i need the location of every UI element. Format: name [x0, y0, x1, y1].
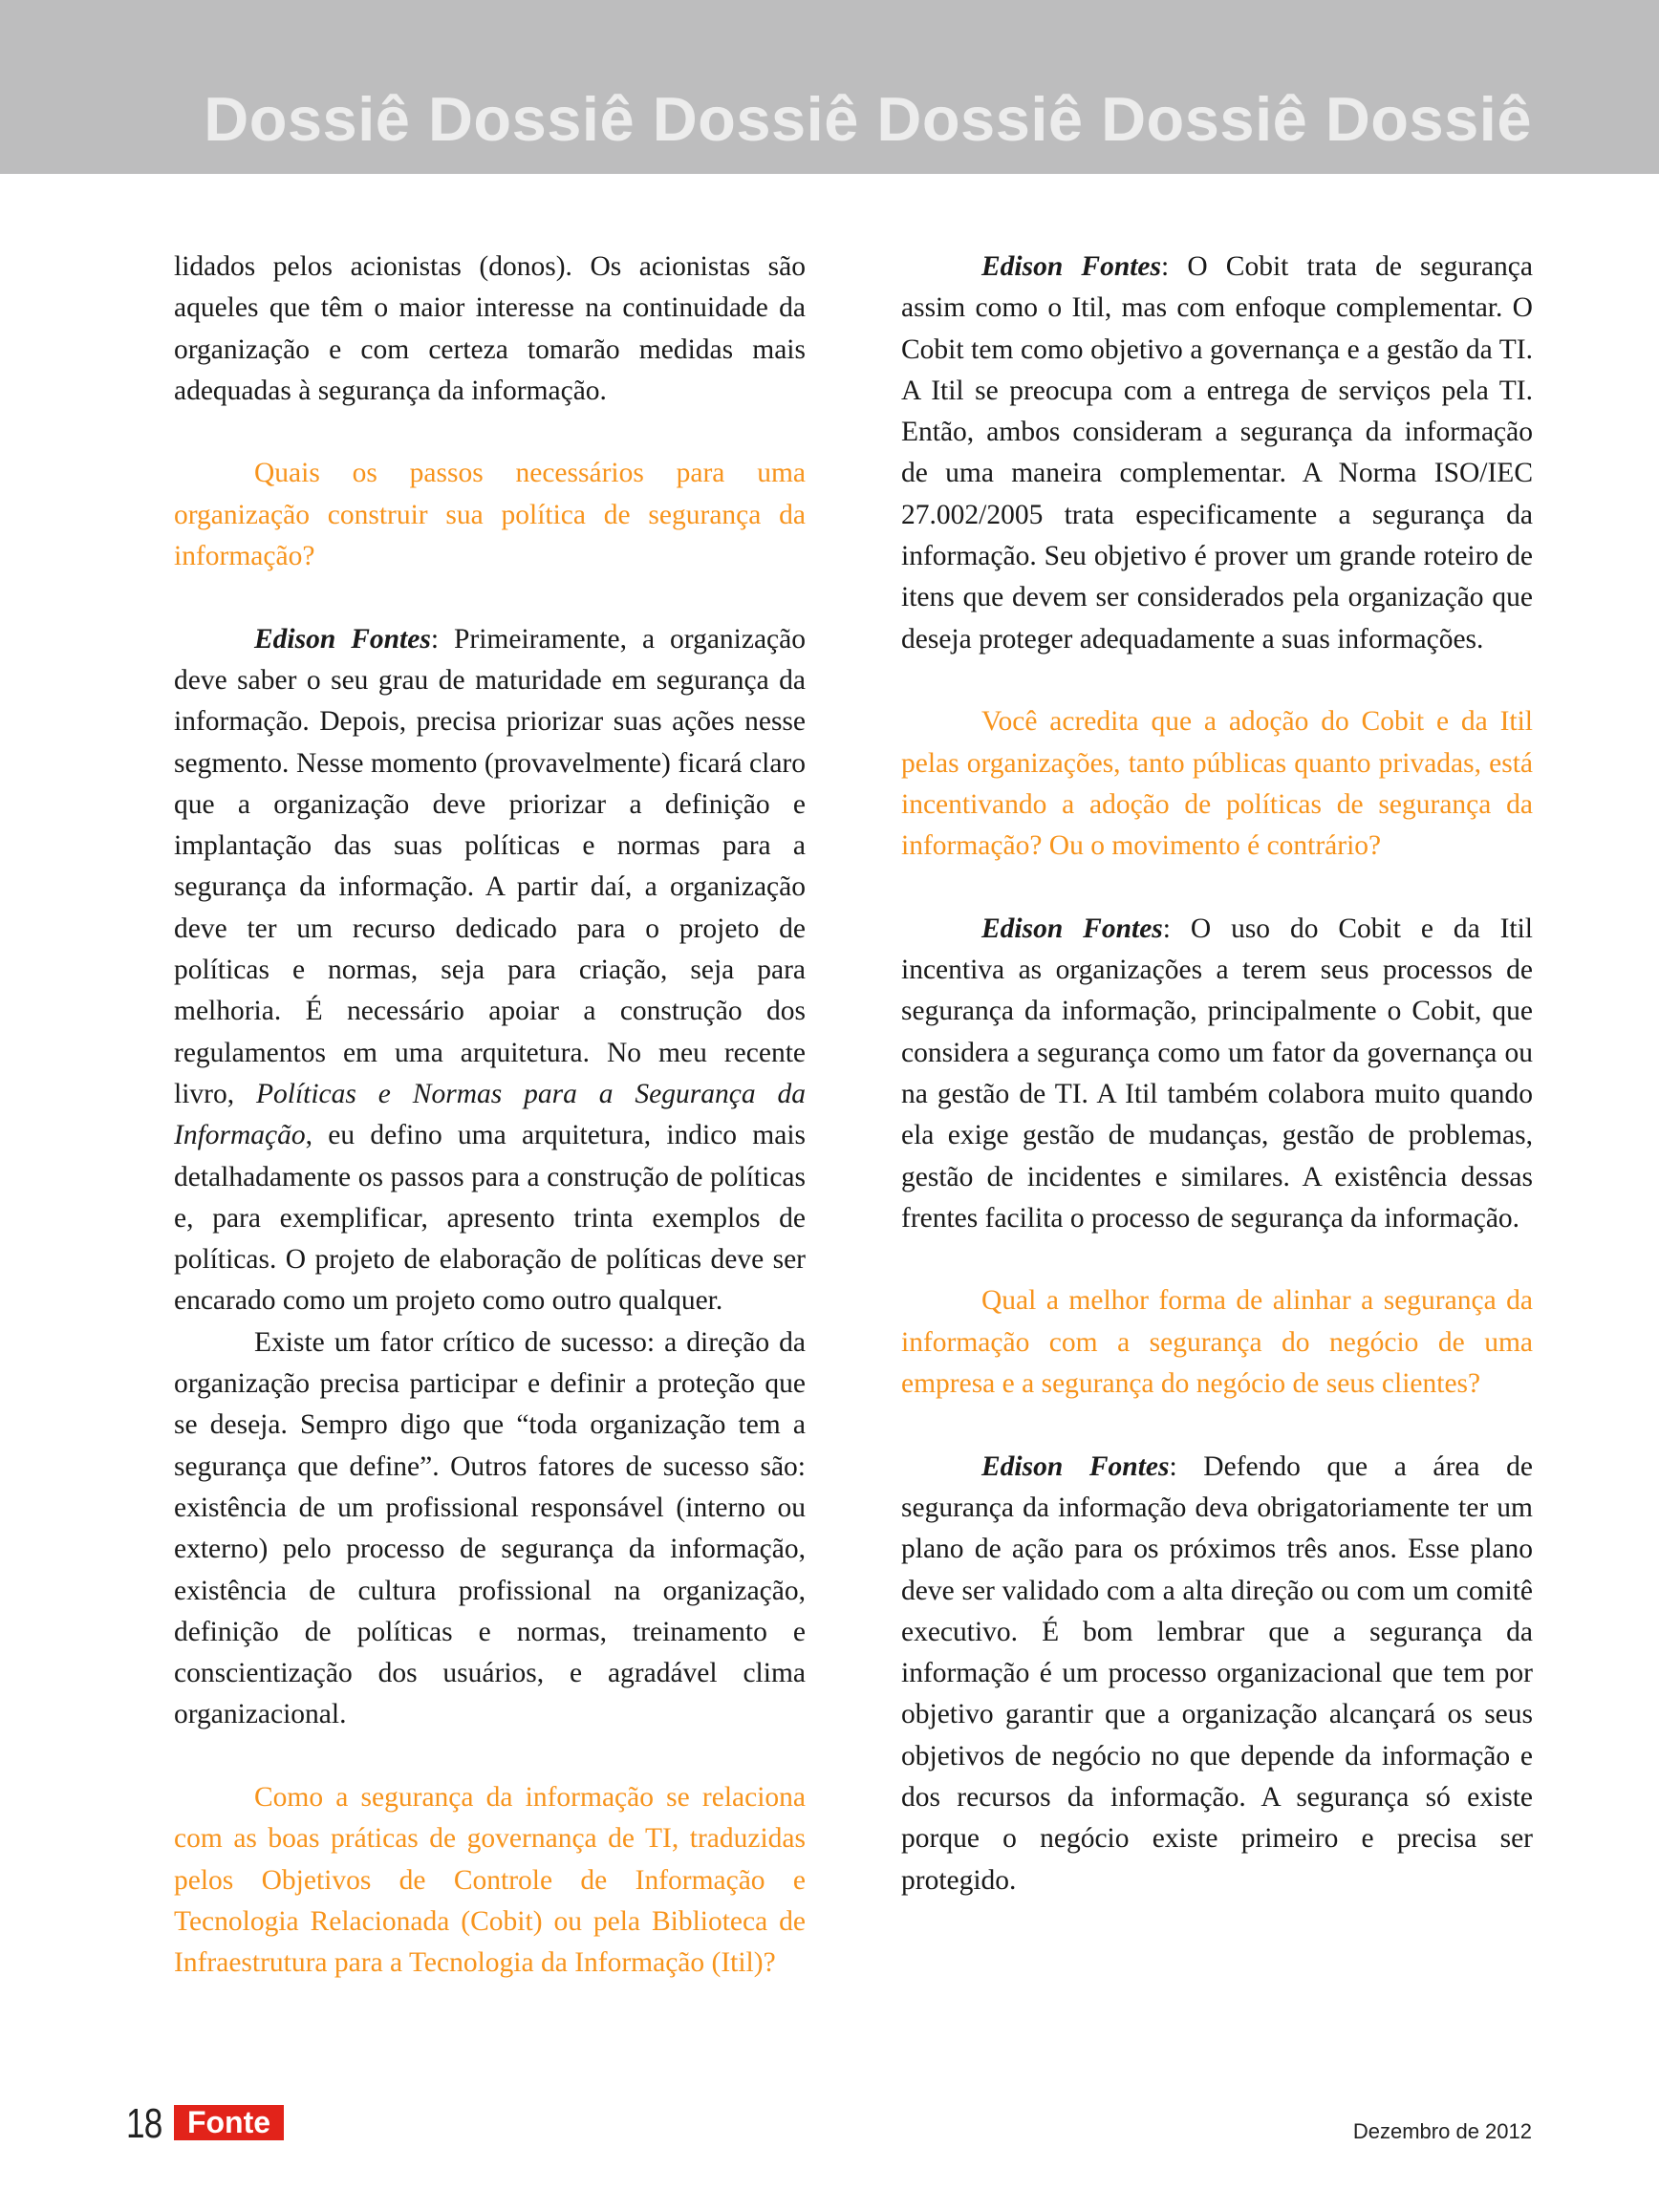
answer-text: , eu defino uma arquitetura, indico mais detalhadamente os passos para a construção de políticas e, para exemplificar, apresento trinta exemplos de políticas. O projeto de elaboração de políticas deve ser encarado como um projeto como outro qualquer.	[174, 1120, 806, 1317]
speaker-name: Edison Fontes	[254, 623, 431, 655]
interview-answer	[174, 619, 806, 1322]
header-banner	[0, 0, 1659, 174]
answer-text: : Defendo que a área de segurança da informação deva obrigatoriamente ter um plano de ação para os próximos três anos. Esse plano deve ser validado com a alta direção ou com um comitê executivo. É bom lembrar que a segurança da informação é um processo organizacional que tem por objetivo garantir que a organização alcançará os seus objetivos de negócio no que depende da informação e dos recursos da informação. A segurança só existe porque o negócio existe primeiro e precisa ser protegido.	[901, 1450, 1533, 1896]
body-paragraph: lidados pelos acionistas (donos). Os acionistas são aqueles que têm o maior interesse na continuidade da organização e com certeza tomarão medidas mais adequadas à segurança da informação.	[174, 251, 806, 406]
interview-question: Qual a melhor forma de alinhar a segurança da informação com a segurança do negócio de uma empresa e a segurança do negócio de seus clientes?	[901, 1285, 1533, 1400]
interview-question: Quais os passos necessários para uma organização construir sua política de segurança da informação?	[174, 458, 806, 572]
section-title: Dossiê Dossiê Dossiê Dossiê Dossiê Dossiê	[204, 84, 1532, 154]
speaker-name: Edison Fontes	[981, 251, 1162, 282]
body-paragraph: Existe um fator crítico de sucesso: a direção da organização precisa participar e definir a proteção que se deseja. Sempro digo que “toda organização tem a segurança que define”. Outros fatores de sucesso são: existência de um profissional responsável (interno ou externo) pelo processo de segurança da informação, existência de cultura profissional na organização, definição de políticas e normas, treinamento e conscientização dos usuários, e agradável clima organizacional.	[174, 1326, 806, 1730]
answer-text: : O uso do Cobit e da Itil incentiva as organizações a terem seus processos de segurança da informação, principalmente o Cobit, que considera a segurança como um fator da governança ou na gestão de TI. A Itil também colabora muito quando ela exige gestão de mudanças, gestão de problemas, gestão de incidentes e similares. A existência dessas frentes facilita o processo de segurança da informação.	[901, 913, 1533, 1234]
answer-text: : O Cobit trata de segurança assim como o Itil, mas com enfoque complementar. O Cobit tem como objetivo a governança e a gestão da TI. A Itil se preocupa com a entrega de serviços pela TI. Então, ambos consideram a segurança da informação de uma maneira complementar. A Norma ISO/IEC 27.002/2005 trata especificamente a segurança da informação. Seu objetivo é prover um grande roteiro de itens que devem ser considerados pela organização que deseja proteger adequadamente a suas informações.	[901, 251, 1533, 655]
interview-question: Como a segurança da informação se relaciona com as boas práticas de governança de TI, traduzidas pelos Objetivos de Controle de Informação e Tecnologia Relacionada (Cobit) ou pela Biblioteca de Infraestrutura para a Tecnologia da Informação (Itil)?	[174, 1781, 806, 1979]
speaker-name: Edison Fontes	[981, 1450, 1170, 1482]
interview-answer	[901, 247, 1533, 660]
speaker-name: Edison Fontes	[981, 913, 1163, 944]
interview-question: Você acredita que a adoção do Cobit e da Itil pelas organizações, tanto públicas quanto privadas, está incentivando a adoção de políticas de segurança da informação? Ou o movimento é contrário?	[901, 706, 1533, 862]
right-column	[901, 247, 1533, 1901]
answer-text: : Primeiramente, a organização deve saber o seu grau de maturidade em segurança da informação. Depois, precisa priorizar suas ações nesse segmento. Nesse momento (provavelmente) ficará claro que a organização deve priorizar a definição e implantação das suas políticas e normas para a segurança da informação. A partir daí, a organização deve ter um recurso dedicado para o projeto de políticas e normas, seja para criação, seja para melhoria. É necessário apoiar a construção dos regulamentos em uma arquitetura. No meu recente livro,	[174, 623, 806, 1109]
issue-date: Dezembro de 2012	[1352, 2119, 1532, 2143]
interview-answer	[901, 1447, 1533, 1901]
interview-answer	[901, 909, 1533, 1239]
book-title: Políticas e Normas para a Segurança da Informação	[174, 1078, 806, 1151]
page-number: 18	[126, 2100, 162, 2147]
magazine-logo: Fonte	[174, 2105, 284, 2140]
left-column	[174, 247, 806, 1984]
